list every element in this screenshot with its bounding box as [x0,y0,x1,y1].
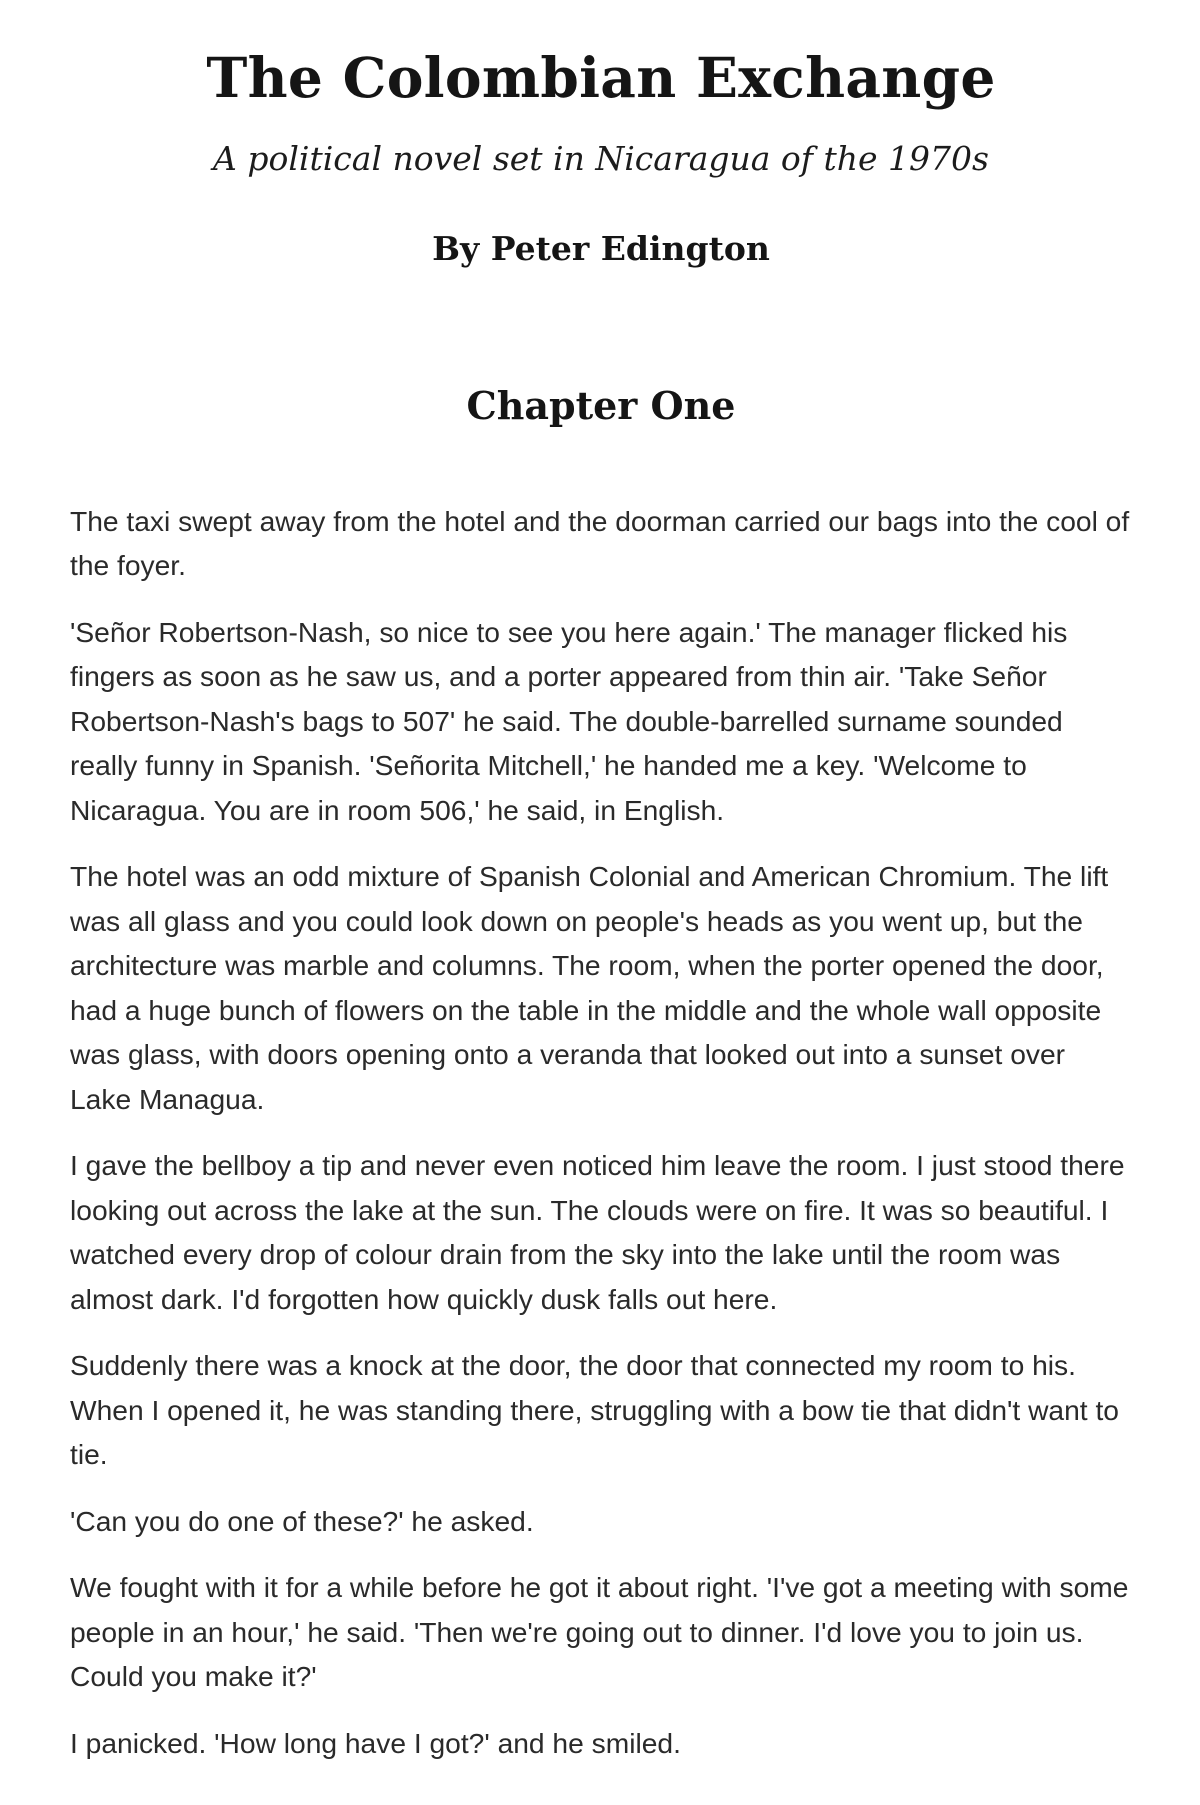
paragraph: I gave the bellboy a tip and never even noticed him leave the room. I just stood there looking out across the lake at the sun. The clouds were on fire. It was so beautiful. I watched every drop of colour drain from the sky into the lake until the room was almost dark. I'd forgotten how quickly dusk falls out here. [70,1149,1125,1315]
book-title: The Colombian Exchange [206,45,996,110]
paragraph: We fought with it for a while before he got it about right. 'I've got a meeting with some people in an hour,' he said. 'Then we're going out to dinner. I'd love you to join us. Could you make it?' [70,1571,1129,1693]
paragraph: I panicked. 'How long have I got?' and he smiled. [70,1726,681,1759]
chapter-title: Chapter One [466,383,736,429]
chapter-body [70,499,1132,1766]
book-author: By Peter Edington [432,228,770,268]
book-subtitle: A political novel set in Nicaragua of the 1970s [213,139,989,178]
paragraph: The hotel was an odd mixture of Spanish Colonial and American Chromium. The lift was all glass and you could look down on people's heads as you went up, but the architecture was marble and columns. The room, when the porter opened the door, had a huge bunch of flowers on the table in the middle and the whole wall opposite was glass, with doors opening onto a veranda that looked out into a sunset over Lake Managua. [70,860,1109,1115]
paragraph: The taxi swept away from the hotel and the doorman carried our bags into the cool of the foyer. [70,504,1130,582]
paragraph: 'Señor Robertson-Nash, so nice to see you here again.' The manager flicked his fingers as soon as he saw us, and a porter appeared from thin air. 'Take Señor Robertson-Nash's bags to 507' he said. The double-barrelled surname sounded really funny in Spanish. 'Señorita Mitchell,' he handed me a key. 'Welcome to Nicaragua. You are in room 506,' he said, in English. [70,615,1068,826]
paragraph: 'Can you do one of these?' he asked. [70,1504,534,1537]
paragraph: Suddenly there was a knock at the door, the door that connected my room to his. When I opened it, he was standing there, struggling with a bow tie that didn't want to tie. [70,1349,1119,1471]
